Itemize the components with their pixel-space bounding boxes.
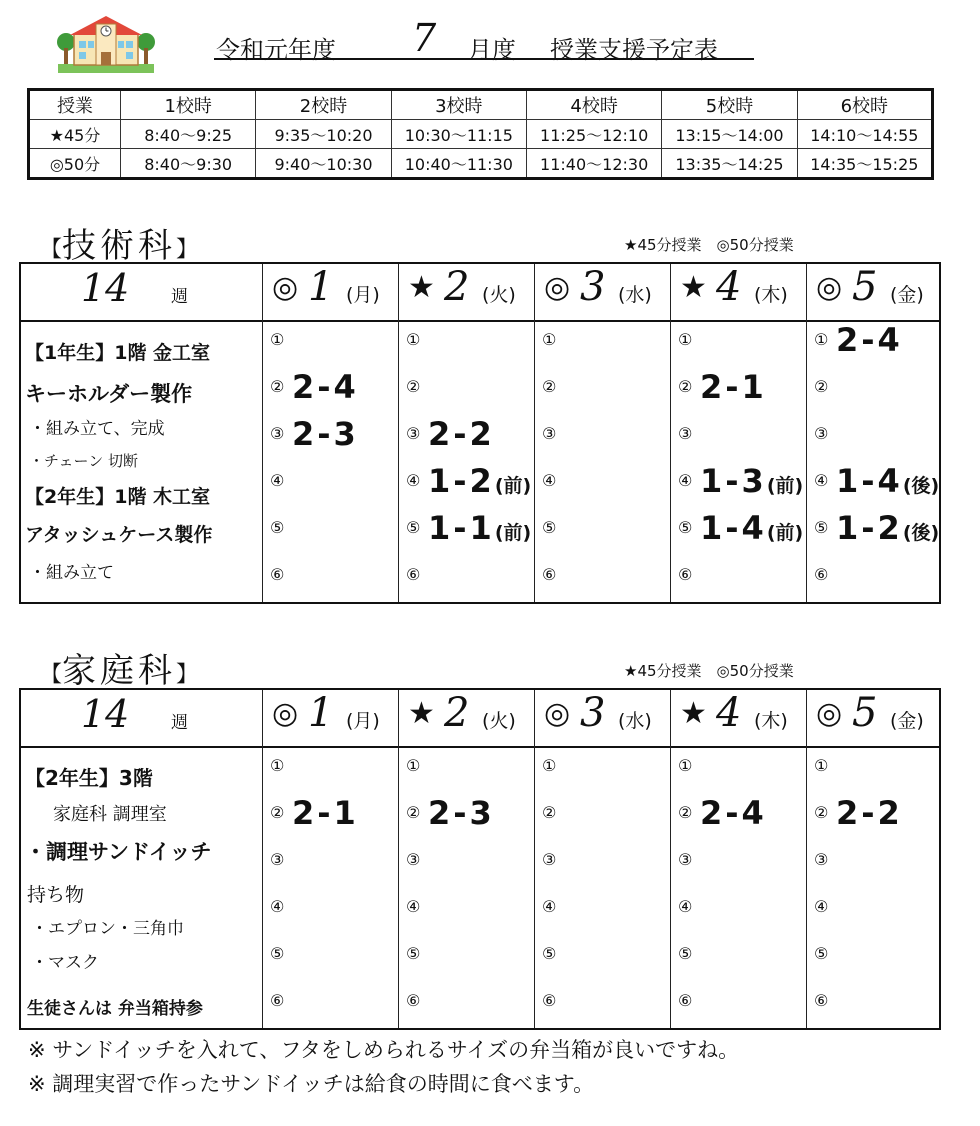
period-slot-mark: ④	[814, 471, 829, 490]
period-slot-mark: ③	[406, 850, 421, 869]
gijutsu-weekly-grid	[19, 262, 941, 604]
period-slot-mark: ③	[406, 424, 421, 443]
period-slot-mark: ⑤	[814, 518, 829, 537]
gijutsu-title: 技術科	[62, 226, 177, 266]
footer-note: ※ 調理実習で作ったサンドイッチは給食の時間に食べます。	[28, 1072, 595, 1096]
period-slot-mark: ②	[406, 803, 421, 822]
day-of-week: (金)	[890, 284, 924, 306]
star-45min-icon: ★	[680, 696, 707, 731]
class-entry	[836, 321, 903, 359]
day-number: 1	[308, 690, 334, 736]
week-number: 14	[81, 266, 130, 310]
class-half-label: (前)	[766, 475, 804, 497]
class-label: 2-1	[700, 368, 767, 406]
school-building-icon	[56, 12, 156, 74]
class-half-label: (後)	[902, 475, 940, 497]
period-slot-mark: ⑥	[678, 991, 693, 1010]
class-note: 生徒さんは 弁当箱持参	[27, 999, 203, 1019]
class-entry	[700, 462, 803, 500]
title-underline	[214, 58, 754, 60]
period-slot-mark: ⑤	[678, 518, 693, 537]
class-label: 1-4	[700, 509, 767, 547]
period-slot-mark: ①	[678, 756, 693, 775]
class-note: ・調理サンドイッチ	[25, 840, 212, 864]
class-note: キーホルダー製作	[25, 382, 193, 406]
period-slot-mark: ④	[814, 897, 829, 916]
day-header	[398, 690, 534, 746]
class-label: 2-4	[836, 321, 903, 359]
class-note: 【2年生】1階 木工室	[25, 486, 211, 508]
class-entry	[836, 509, 939, 547]
period-slot-mark: ③	[814, 424, 829, 443]
class-label: 2-4	[700, 794, 767, 832]
title-month: 7	[412, 16, 437, 60]
period-slot-mark: ⑥	[406, 991, 421, 1010]
day-number: 2	[444, 264, 470, 310]
period-slot-mark: ③	[678, 850, 693, 869]
table-cell: 11:25～12:10	[526, 120, 661, 149]
class-entry	[428, 794, 495, 832]
period-slot-mark: ③	[542, 424, 557, 443]
table-cell: 9:40～10:30	[256, 149, 391, 179]
period-slot-mark: ①	[814, 330, 829, 349]
period-slot-mark: ②	[814, 803, 829, 822]
katei-weekly-grid	[19, 688, 941, 1030]
period-slot-mark: ①	[406, 330, 421, 349]
class-label: 2-3	[292, 415, 359, 453]
period-slot-mark: ④	[542, 897, 557, 916]
period-slot-mark: ⑤	[270, 518, 285, 537]
period-slot-mark: ⑤	[542, 944, 557, 963]
table-header-cell: 5校時	[662, 90, 797, 120]
double-circle-50min-icon: ◎	[816, 270, 843, 305]
day-number: 4	[716, 690, 742, 736]
class-label: 2-1	[292, 794, 359, 832]
period-slot-mark: ⑥	[270, 991, 285, 1010]
period-slot-mark: ④	[678, 897, 693, 916]
table-cell: 13:35～14:25	[662, 149, 797, 179]
period-slot-mark: ⑥	[406, 565, 421, 584]
gijutsu-section-title	[40, 218, 198, 267]
period-slot-mark: ④	[542, 471, 557, 490]
class-label: 1-3	[700, 462, 767, 500]
day-of-week: (水)	[618, 284, 652, 306]
table-cell: 14:10～14:55	[797, 120, 932, 149]
table-header-cell: 2校時	[256, 90, 391, 120]
katei-section-title	[40, 643, 198, 692]
bracket-open: 【	[40, 237, 63, 263]
day-header	[670, 264, 806, 320]
day-of-week: (火)	[482, 710, 516, 732]
period-slot-mark: ⑥	[542, 565, 557, 584]
table-cell: 14:35～15:25	[797, 149, 932, 179]
star-45min-icon: ★	[408, 696, 435, 731]
period-slot-mark: ⑤	[406, 944, 421, 963]
day-header	[806, 690, 942, 746]
class-label: 1-1	[428, 509, 495, 547]
period-slot-mark: ②	[270, 803, 285, 822]
double-circle-50min-icon: ◎	[272, 696, 299, 731]
title-month-label: 月度	[468, 36, 516, 64]
class-note: 家庭科 調理室	[53, 804, 167, 825]
day-header	[398, 264, 534, 320]
week-label: 週	[171, 287, 188, 307]
class-note: ・マスク	[31, 953, 99, 973]
footer-note: ※ サンドイッチを入れて、フタをしめられるサイズの弁当箱が良いですね。	[28, 1038, 740, 1062]
class-note: ・チェーン 切断	[29, 452, 139, 470]
period-schedule-table	[27, 88, 934, 180]
class-note: 【2年生】3階	[25, 766, 153, 790]
class-entry	[428, 415, 495, 453]
class-note: ・組み立て	[29, 563, 114, 583]
day-of-week: (木)	[754, 284, 788, 306]
day-header	[806, 264, 942, 320]
class-half-label: (前)	[494, 522, 532, 544]
table-header-row	[29, 90, 933, 120]
period-slot-mark: ②	[270, 377, 285, 396]
class-note: ・組み立て、完成	[29, 419, 165, 439]
class-note: 持ち物	[27, 884, 85, 906]
period-slot-mark: ⑥	[542, 991, 557, 1010]
class-note: 【1年生】1階 金工室	[25, 342, 211, 364]
star-45min-icon: ★	[408, 270, 435, 305]
period-slot-mark: ③	[270, 850, 285, 869]
bracket-open: 【	[40, 662, 63, 688]
title-text: 授業支援予定表	[550, 36, 718, 64]
katei-title: 家庭科	[62, 651, 177, 691]
period-slot-mark: ①	[270, 330, 285, 349]
class-label: 2-4	[292, 368, 359, 406]
class-label: 2-3	[428, 794, 495, 832]
class-half-label: (前)	[766, 522, 804, 544]
class-entry	[292, 794, 359, 832]
class-entry	[428, 509, 531, 547]
period-slot-mark: ④	[270, 897, 285, 916]
period-slot-mark: ①	[270, 756, 285, 775]
period-slot-mark: ③	[270, 424, 285, 443]
period-slot-mark: ⑤	[406, 518, 421, 537]
class-entry	[836, 462, 939, 500]
table-header-cell: 1校時	[121, 90, 256, 120]
period-slot-mark: ①	[678, 330, 693, 349]
class-entry	[700, 368, 767, 406]
period-slot-mark: ⑥	[270, 565, 285, 584]
period-slot-mark: ③	[542, 850, 557, 869]
period-slot-mark: ②	[542, 377, 557, 396]
day-of-week: (火)	[482, 284, 516, 306]
day-number: 5	[852, 264, 878, 310]
period-slot-mark: ⑤	[542, 518, 557, 537]
table-cell: ★45分	[29, 120, 121, 149]
day-number: 1	[308, 264, 334, 310]
period-slot-mark: ⑥	[678, 565, 693, 584]
day-of-week: (金)	[890, 710, 924, 732]
period-slot-mark: ④	[406, 471, 421, 490]
day-header	[534, 264, 670, 320]
period-slot-mark: ⑥	[814, 991, 829, 1010]
period-slot-mark: ⑥	[814, 565, 829, 584]
table-cell: ◎50分	[29, 149, 121, 179]
table-row	[29, 120, 933, 149]
day-of-week: (木)	[754, 710, 788, 732]
day-header	[262, 690, 398, 746]
double-circle-50min-icon: ◎	[816, 696, 843, 731]
class-label: 1-4	[836, 462, 903, 500]
table-cell: 10:40～11:30	[391, 149, 526, 179]
period-slot-mark: ⑤	[270, 944, 285, 963]
table-header-cell: 授業	[29, 90, 121, 120]
table-cell: 10:30～11:15	[391, 120, 526, 149]
day-of-week: (月)	[346, 710, 380, 732]
week-label: 週	[171, 713, 188, 733]
period-slot-mark: ⑤	[678, 944, 693, 963]
gijutsu-legend: ★45分授業 ◎50分授業	[624, 236, 794, 254]
period-slot-mark: ①	[542, 756, 557, 775]
day-header	[262, 264, 398, 320]
class-entry	[292, 415, 359, 453]
day-number: 2	[444, 690, 470, 736]
table-cell: 13:15～14:00	[662, 120, 797, 149]
day-number: 5	[852, 690, 878, 736]
double-circle-50min-icon: ◎	[544, 270, 571, 305]
star-45min-icon: ★	[680, 270, 707, 305]
class-entry	[428, 462, 531, 500]
day-of-week: (月)	[346, 284, 380, 306]
period-slot-mark: ④	[406, 897, 421, 916]
title-era: 令和元年度	[216, 36, 336, 64]
day-number: 4	[716, 264, 742, 310]
double-circle-50min-icon: ◎	[272, 270, 299, 305]
period-slot-mark: ④	[270, 471, 285, 490]
class-half-label: (後)	[902, 522, 940, 544]
day-header	[534, 690, 670, 746]
day-header	[670, 690, 806, 746]
period-slot-mark: ③	[678, 424, 693, 443]
period-slot-mark: ①	[542, 330, 557, 349]
table-cell: 8:40～9:30	[121, 149, 256, 179]
class-label: 2-2	[836, 794, 903, 832]
table-header-cell: 6校時	[797, 90, 932, 120]
period-slot-mark: ①	[814, 756, 829, 775]
class-entry	[292, 368, 359, 406]
class-half-label: (前)	[494, 475, 532, 497]
class-entry	[700, 794, 767, 832]
week-number: 14	[81, 692, 130, 736]
day-of-week: (水)	[618, 710, 652, 732]
table-cell: 8:40～9:25	[121, 120, 256, 149]
period-slot-mark: ②	[542, 803, 557, 822]
katei-legend: ★45分授業 ◎50分授業	[624, 662, 794, 680]
period-slot-mark: ②	[814, 377, 829, 396]
period-slot-mark: ③	[814, 850, 829, 869]
period-slot-mark: ⑤	[814, 944, 829, 963]
class-entry	[836, 794, 903, 832]
period-slot-mark: ②	[678, 377, 693, 396]
table-header-cell: 4校時	[526, 90, 661, 120]
day-number: 3	[580, 690, 606, 736]
day-number: 3	[580, 264, 606, 310]
bracket-close: 】	[176, 662, 199, 688]
class-label: 1-2	[428, 462, 495, 500]
bracket-close: 】	[176, 237, 199, 263]
table-header-cell: 3校時	[391, 90, 526, 120]
class-entry	[700, 509, 803, 547]
period-slot-mark: ④	[678, 471, 693, 490]
class-note: アタッシュケース製作	[25, 524, 213, 546]
class-label: 1-2	[836, 509, 903, 547]
period-slot-mark: ②	[678, 803, 693, 822]
class-note: ・エプロン・三角巾	[31, 919, 184, 939]
double-circle-50min-icon: ◎	[544, 696, 571, 731]
table-row	[29, 149, 933, 179]
period-slot-mark: ①	[406, 756, 421, 775]
table-cell: 9:35～10:20	[256, 120, 391, 149]
period-slot-mark: ②	[406, 377, 421, 396]
table-cell: 11:40～12:30	[526, 149, 661, 179]
class-label: 2-2	[428, 415, 495, 453]
